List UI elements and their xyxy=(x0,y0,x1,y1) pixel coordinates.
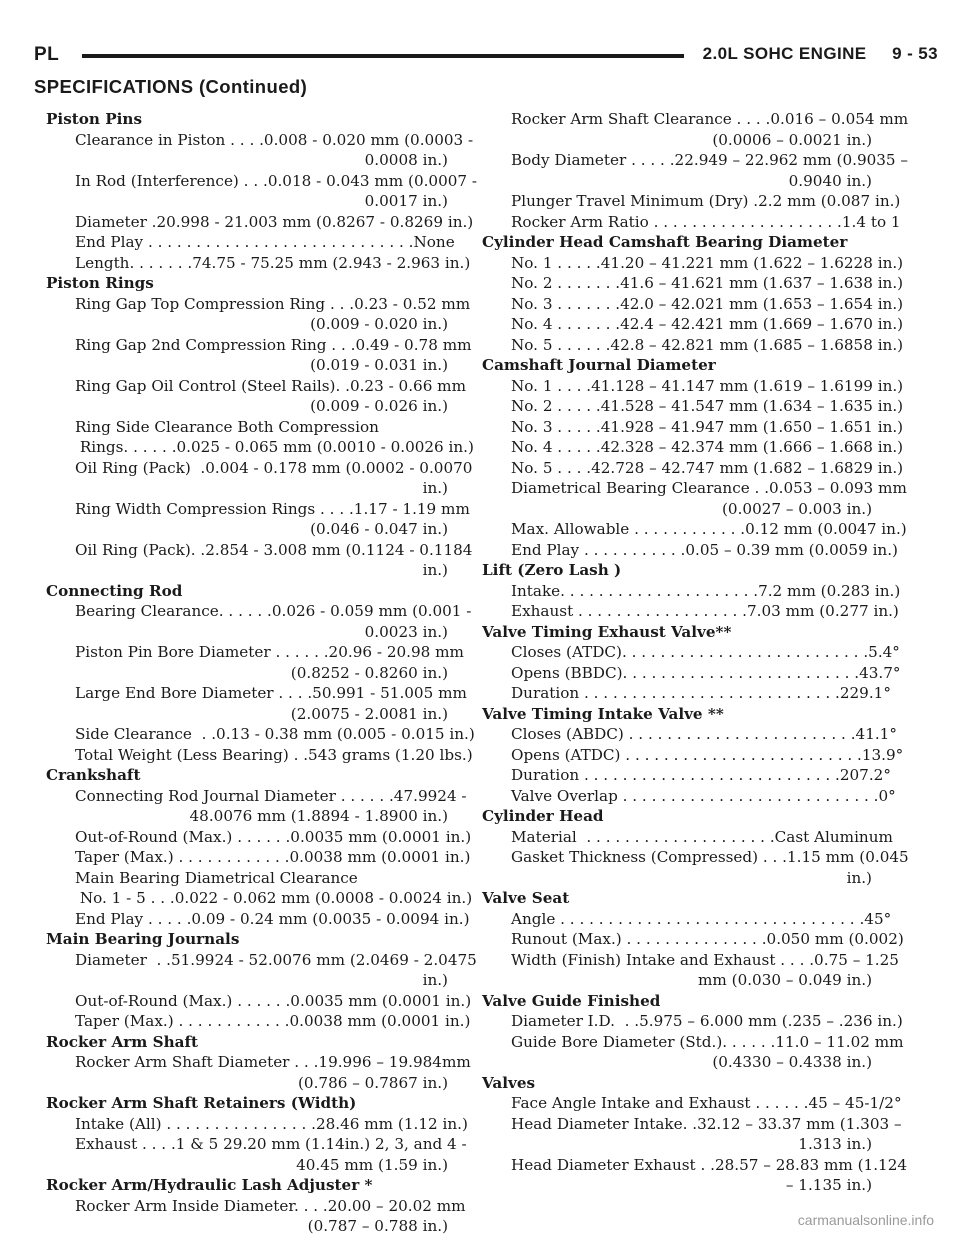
spec-continuation: 40.45 mm (1.59 in.) xyxy=(296,1155,448,1174)
spec-heading: Valves xyxy=(482,1073,536,1092)
spec-line: No. 1 . . . .41.128 – 41.147 mm (1.619 – 1.6199 in.) xyxy=(511,376,904,395)
spec-heading: Crankshaft xyxy=(46,766,141,784)
spec-line: Rocker Arm Shaft Clearance . . . .0.016 – 0.054 mm xyxy=(511,110,909,128)
spec-continuation: (0.787 – 0.788 in.) xyxy=(307,1217,448,1235)
spec-line: No. 5 . . . . . .42.8 – 42.821 mm (1.685 – 1.6858 in.) xyxy=(511,335,904,354)
spec-line: Out-of-Round (Max.) . . . . . .0.0035 mm (0.0001 in.) xyxy=(75,991,472,1010)
spec-heading: Valve Timing Exhaust Valve** xyxy=(482,622,732,641)
spec-column-left xyxy=(46,109,478,1237)
spec-line: No. 2 . . . . .41.528 – 41.547 mm (1.634 – 1.635 in.) xyxy=(511,397,904,415)
spec-continuation: mm (0.030 – 0.049 in.) xyxy=(698,971,872,989)
spec-heading: Piston Pins xyxy=(46,110,142,128)
spec-line: Valve Overlap . . . . . . . . . . . . . . . . . . . . . . . . . . .0° xyxy=(511,786,896,805)
spec-line: Ring Gap Oil Control (Steel Rails). .0.23 - 0.66 mm xyxy=(75,376,466,395)
spec-line: Exhaust . . . . . . . . . . . . . . . . . .7.03 mm (0.277 in.) xyxy=(511,602,899,620)
spec-line: Clearance in Piston . . . .0.008 - 0.020 mm (0.0003 - xyxy=(75,130,474,149)
spec-line: Body Diameter . . . . .22.949 – 22.962 mm (0.9035 – xyxy=(511,151,909,169)
spec-line: Diameter . .51.9924 - 52.0076 mm (2.0469 - 2.0475 xyxy=(75,950,477,969)
spec-heading: Valve Guide Finished xyxy=(482,991,661,1010)
spec-line: Duration . . . . . . . . . . . . . . . . . . . . . . . . . . .229.1° xyxy=(511,684,891,702)
spec-line: Closes (ABDC) . . . . . . . . . . . . . . . . . . . . . . . .41.1° xyxy=(511,725,897,743)
header-rule xyxy=(82,54,684,58)
spec-continuation: (0.4330 – 0.4338 in.) xyxy=(712,1053,872,1071)
spec-line: Intake. . . . . . . . . . . . . . . . . . . . .7.2 mm (0.283 in.) xyxy=(511,581,901,600)
spec-continuation: 0.0008 in.) xyxy=(364,151,448,169)
spec-line: Ring Width Compression Rings . . . .1.17 - 1.19 mm xyxy=(75,499,470,518)
spec-line: Max. Allowable . . . . . . . . . . . .0.12 mm (0.0047 in.) xyxy=(511,520,907,538)
spec-line: Width (Finish) Intake and Exhaust . . . .0.75 – 1.25 xyxy=(511,950,899,969)
spec-line: Face Angle Intake and Exhaust . . . . . .45 – 45-1/2° xyxy=(511,1094,902,1112)
spec-line: Plunger Travel Minimum (Dry) .2.2 mm (0.087 in.) xyxy=(511,192,901,210)
spec-column-right xyxy=(482,109,909,1196)
spec-line: No. 3 . . . . .41.928 – 41.947 mm (1.650 – 1.651 in.) xyxy=(511,417,904,436)
spec-line: Total Weight (Less Bearing) . .543 grams (1.20 lbs.) xyxy=(75,745,473,764)
spec-continuation: in.) xyxy=(422,479,448,497)
spec-continuation: (0.786 – 0.7867 in.) xyxy=(297,1073,448,1092)
spec-line: Oil Ring (Pack). .2.854 - 3.008 mm (0.1124 - 0.1184 xyxy=(75,540,473,559)
spec-line: Diameter I.D. . .5.975 – 6.000 mm (.235 – .236 in.) xyxy=(511,1012,903,1030)
spec-continuation: in.) xyxy=(422,561,448,579)
spec-line: Ring Gap Top Compression Ring . . .0.23 - 0.52 mm xyxy=(75,294,471,313)
watermark: carmanualsonline.info xyxy=(797,1212,934,1228)
spec-heading: Valve Seat xyxy=(482,889,570,907)
spec-line: Guide Bore Diameter (Std.). . . . . .11.0 – 11.02 mm xyxy=(511,1032,904,1051)
spec-line: Intake (All) . . . . . . . . . . . . . . . .28.46 mm (1.12 in.) xyxy=(75,1114,468,1133)
spec-line: No. 4 . . . . .42.328 – 42.374 mm (1.666 – 1.668 in.) xyxy=(511,438,904,456)
spec-line: Oil Ring (Pack) .0.004 - 0.178 mm (0.0002 - 0.0070 xyxy=(75,458,473,477)
spec-continuation: 1.313 in.) xyxy=(798,1135,872,1153)
spec-line: Ring Gap 2nd Compression Ring . . .0.49 - 0.78 mm xyxy=(75,335,472,354)
spec-line: Bearing Clearance. . . . . .0.026 - 0.059 mm (0.001 - xyxy=(75,602,472,620)
spec-line: Piston Pin Bore Diameter . . . . . .20.96 - 20.98 mm xyxy=(75,643,464,661)
spec-line: Runout (Max.) . . . . . . . . . . . . . . .0.050 mm (0.002) xyxy=(511,930,904,948)
spec-line: Opens (BBDC). . . . . . . . . . . . . . . . . . . . . . . . .43.7° xyxy=(511,663,901,682)
spec-line: Rings. . . . . .0.025 - 0.065 mm (0.0010 - 0.0026 in.) xyxy=(75,438,474,456)
spec-line: Opens (ATDC) . . . . . . . . . . . . . . . . . . . . . . . . .13.9° xyxy=(511,745,904,764)
spec-line: No. 3 . . . . . . .42.0 – 42.021 mm (1.653 – 1.654 in.) xyxy=(511,294,904,313)
spec-line: Rocker Arm Ratio . . . . . . . . . . . . . . . . . . . .1.4 to 1 xyxy=(511,212,901,231)
spec-heading: Rocker Arm Shaft xyxy=(46,1032,199,1051)
spec-continuation: (0.0006 – 0.0021 in.) xyxy=(712,130,872,149)
spec-heading: Rocker Arm/Hydraulic Lash Adjuster * xyxy=(46,1176,373,1194)
spec-line: Rocker Arm Inside Diameter. . . .20.00 – 20.02 mm xyxy=(75,1196,466,1215)
spec-continuation: (0.009 - 0.020 in.) xyxy=(310,315,448,333)
spec-continuation: 0.0017 in.) xyxy=(364,192,448,210)
spec-line: Connecting Rod Journal Diameter . . . . . .47.9924 - xyxy=(75,786,467,805)
spec-line: Head Diameter Exhaust . .28.57 – 28.83 mm (1.124 xyxy=(511,1155,908,1174)
spec-line: Main Bearing Diametrical Clearance xyxy=(75,868,358,887)
spec-line: Rocker Arm Shaft Diameter . . .19.996 – 19.984mm xyxy=(75,1053,471,1071)
section-title: SPECIFICATIONS (Continued) xyxy=(34,76,308,97)
spec-line: Closes (ATDC). . . . . . . . . . . . . . . . . . . . . . . . . .5.4° xyxy=(511,643,900,661)
spec-continuation: (0.046 - 0.047 in.) xyxy=(310,520,448,538)
header-chapter-page: 2.0L SOHC ENGINE 9 - 53 xyxy=(702,44,938,63)
page-header xyxy=(34,44,938,70)
spec-line: No. 5 . . . .42.728 – 42.747 mm (1.682 – 1.6829 in.) xyxy=(511,458,904,477)
spec-heading: Lift (Zero Lash ) xyxy=(482,561,622,579)
spec-line: Ring Side Clearance Both Compression xyxy=(75,417,379,436)
spec-continuation: 0.0023 in.) xyxy=(364,622,448,641)
spec-line: Out-of-Round (Max.) . . . . . .0.0035 mm (0.0001 in.) xyxy=(75,827,472,846)
spec-continuation: (0.019 - 0.031 in.) xyxy=(310,356,448,374)
spec-continuation: in.) xyxy=(422,971,448,989)
spec-line: End Play . . . . . . . . . . . . . . . . . . . . . . . . . . . .None xyxy=(75,233,455,251)
spec-line: Diametrical Bearing Clearance . .0.053 – 0.093 mm xyxy=(511,479,907,497)
spec-heading: Cylinder Head xyxy=(482,807,604,825)
spec-line: Duration . . . . . . . . . . . . . . . . . . . . . . . . . . .207.2° xyxy=(511,766,891,784)
spec-continuation: – 1.135 in.) xyxy=(785,1176,872,1194)
spec-line: Length. . . . . . .74.75 - 75.25 mm (2.943 - 2.963 in.) xyxy=(75,253,471,272)
spec-line: No. 1 - 5 . . .0.022 - 0.062 mm (0.0008 - 0.0024 in.) xyxy=(75,889,473,907)
spec-line: No. 2 . . . . . . .41.6 – 41.621 mm (1.637 – 1.638 in.) xyxy=(511,274,904,292)
spec-heading: Rocker Arm Shaft Retainers (Width) xyxy=(46,1094,357,1112)
spec-line: Taper (Max.) . . . . . . . . . . . .0.0038 mm (0.0001 in.) xyxy=(75,1012,471,1030)
spec-heading: Piston Rings xyxy=(46,274,154,292)
spec-line: Diameter .20.998 - 21.003 mm (0.8267 - 0.8269 in.) xyxy=(75,212,474,231)
spec-line: Gasket Thickness (Compressed) . . .1.15 mm (0.045 xyxy=(511,848,909,866)
spec-line: Angle . . . . . . . . . . . . . . . . . . . . . . . . . . . . . . . .45° xyxy=(511,909,892,928)
spec-line: Taper (Max.) . . . . . . . . . . . .0.0038 mm (0.0001 in.) xyxy=(75,848,471,866)
spec-line: Large End Bore Diameter . . . .50.991 - 51.005 mm xyxy=(75,684,467,702)
spec-heading: Camshaft Journal Diameter xyxy=(482,356,716,374)
spec-heading: Cylinder Head Camshaft Bearing Diameter xyxy=(482,233,848,251)
spec-continuation: 48.0076 mm (1.8894 - 1.8900 in.) xyxy=(189,807,448,825)
spec-continuation: (2.0075 - 2.0081 in.) xyxy=(290,704,448,723)
spec-line: End Play . . . . . . . . . . .0.05 – 0.39 mm (0.0059 in.) xyxy=(511,540,898,559)
spec-continuation: 0.9040 in.) xyxy=(788,171,872,190)
spec-line: No. 1 . . . . .41.20 – 41.221 mm (1.622 – 1.6228 in.) xyxy=(511,253,904,272)
spec-line: Material . . . . . . . . . . . . . . . . . . . .Cast Aluminum xyxy=(511,827,893,846)
spec-line: Head Diameter Intake. .32.12 – 33.37 mm (1.303 – xyxy=(511,1114,902,1133)
spec-continuation: (0.009 - 0.026 in.) xyxy=(310,397,448,415)
spec-line: No. 4 . . . . . . .42.4 – 42.421 mm (1.669 – 1.670 in.) xyxy=(511,315,904,333)
spec-line: Exhaust . . . .1 & 5 29.20 mm (1.14in.) 2, 3, and 4 - xyxy=(75,1135,467,1153)
spec-continuation: in.) xyxy=(846,868,872,887)
spec-line: Side Clearance . .0.13 - 0.38 mm (0.005 - 0.015 in.) xyxy=(75,725,475,743)
spec-heading: Main Bearing Journals xyxy=(46,930,240,948)
header-section-code: PL xyxy=(34,44,60,65)
spec-line: End Play . . . . .0.09 - 0.24 mm (0.0035 - 0.0094 in.) xyxy=(75,909,470,928)
spec-continuation: (0.8252 - 0.8260 in.) xyxy=(290,663,448,682)
spec-line: In Rod (Interference) . . .0.018 - 0.043 mm (0.0007 - xyxy=(75,171,478,190)
spec-heading: Connecting Rod xyxy=(46,581,183,600)
spec-continuation: (0.0027 – 0.003 in.) xyxy=(721,499,872,518)
spec-heading: Valve Timing Intake Valve ** xyxy=(482,704,724,723)
